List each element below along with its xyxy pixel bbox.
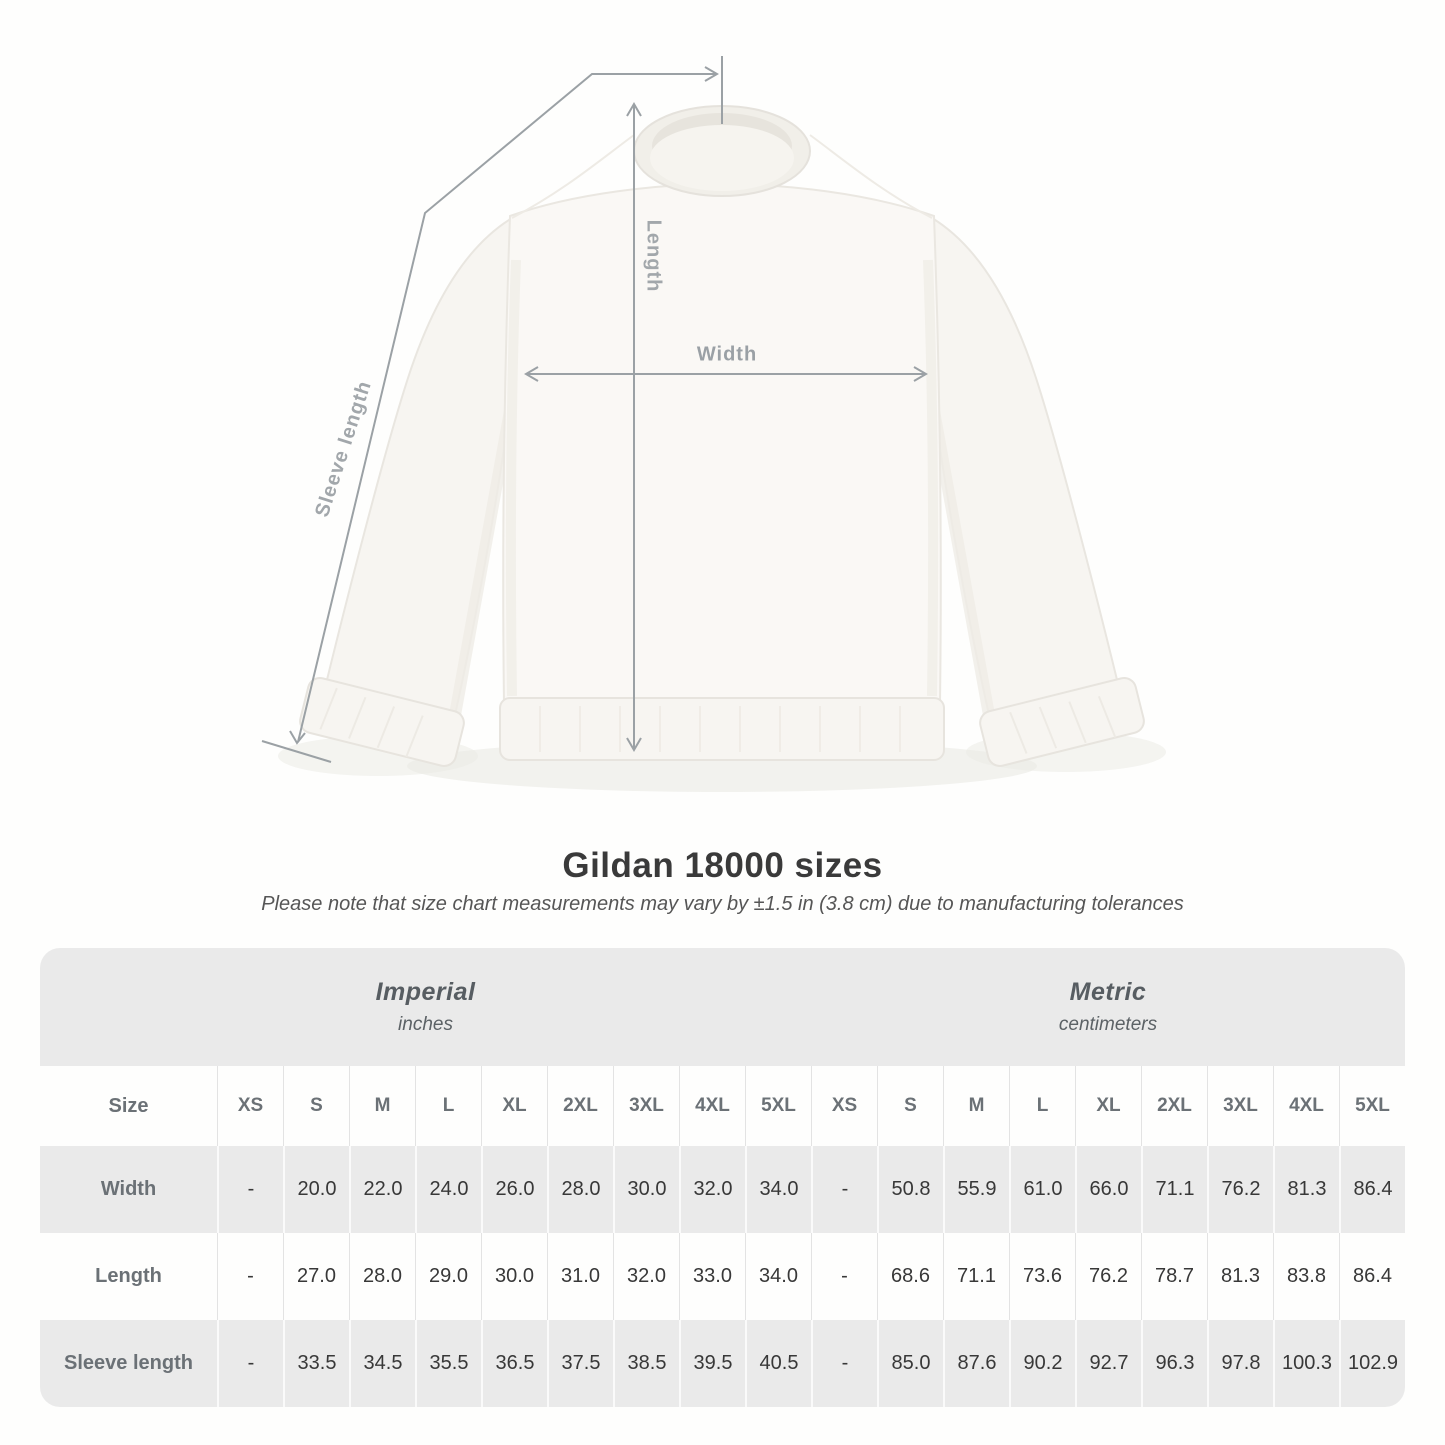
value-cell: 28.0 — [349, 1233, 415, 1320]
value-cell: - — [217, 1146, 283, 1233]
sleeve-line-arrow-end — [290, 731, 305, 743]
value-cell: 34.0 — [745, 1146, 811, 1233]
page-title: Gildan 18000 sizes — [562, 846, 883, 885]
size-col-header: L — [415, 1066, 481, 1146]
value-cell: 71.1 — [1141, 1146, 1207, 1233]
value-cell: 55.9 — [943, 1146, 1009, 1233]
value-cell: 86.4 — [1339, 1146, 1405, 1233]
value-cell: 34.5 — [349, 1320, 415, 1407]
value-cell: 24.0 — [415, 1146, 481, 1233]
right-body-shading — [928, 260, 933, 696]
size-col-header: 4XL — [679, 1066, 745, 1146]
body-panel — [503, 184, 941, 704]
size-col-header: 5XL — [745, 1066, 811, 1146]
size-col-header: XL — [481, 1066, 547, 1146]
size-col-header: S — [877, 1066, 943, 1146]
imperial-title: Imperial — [375, 978, 476, 1006]
size-col-header: L — [1009, 1066, 1075, 1146]
value-cell: 20.0 — [283, 1146, 349, 1233]
value-cell: 32.0 — [679, 1146, 745, 1233]
left-sleeve — [324, 218, 521, 728]
width-dimension-label: Width — [696, 343, 758, 366]
value-cell: 81.3 — [1273, 1146, 1339, 1233]
value-cell: 76.2 — [1207, 1146, 1273, 1233]
width-row — [40, 1146, 1405, 1233]
size-col-header: 2XL — [1141, 1066, 1207, 1146]
value-cell: 50.8 — [877, 1146, 943, 1233]
value-cell: 96.3 — [1141, 1320, 1207, 1407]
size-col-header: 2XL — [547, 1066, 613, 1146]
value-cell: 28.0 — [547, 1146, 613, 1233]
row-label: Width — [100, 1178, 157, 1200]
value-cell: 32.0 — [613, 1233, 679, 1320]
size-table — [40, 948, 1405, 1407]
value-cell: - — [217, 1233, 283, 1320]
value-cell: 22.0 — [349, 1146, 415, 1233]
value-cell: 66.0 — [1075, 1146, 1141, 1233]
value-cell: 76.2 — [1075, 1233, 1141, 1320]
value-cell: 40.5 — [745, 1320, 811, 1407]
metric-title: Metric — [1069, 978, 1147, 1006]
value-cell: - — [811, 1146, 877, 1233]
sleeve-length-dimension-label: Sleeve length — [311, 377, 376, 520]
value-cell: 86.4 — [1339, 1233, 1405, 1320]
length-row — [40, 1233, 1405, 1320]
row-label: Sleeve length — [64, 1352, 193, 1374]
value-cell: 102.9 — [1339, 1320, 1405, 1407]
value-cell: 34.0 — [745, 1233, 811, 1320]
sleeve-length-row — [40, 1320, 1405, 1407]
metric-unit: centimeters — [1058, 1014, 1158, 1035]
value-cell: 31.0 — [547, 1233, 613, 1320]
size-col-header: 3XL — [1207, 1066, 1273, 1146]
value-cell: 85.0 — [877, 1320, 943, 1407]
value-cell: 61.0 — [1009, 1146, 1075, 1233]
value-cell: 83.8 — [1273, 1233, 1339, 1320]
waistband — [500, 698, 944, 760]
value-cell: 73.6 — [1009, 1233, 1075, 1320]
left-body-shading — [511, 260, 516, 696]
value-cell: 68.6 — [877, 1233, 943, 1320]
value-cell: 33.0 — [679, 1233, 745, 1320]
value-cell: 26.0 — [481, 1146, 547, 1233]
size-col-header: XS — [217, 1066, 283, 1146]
size-col-header: 4XL — [1273, 1066, 1339, 1146]
size-col-header: 3XL — [613, 1066, 679, 1146]
value-cell: - — [811, 1233, 877, 1320]
value-cell: - — [217, 1320, 283, 1407]
tolerance-note: Please note that size chart measurements may vary by ±1.5 in (3.8 cm) due to manufacturing tolerances — [261, 893, 1184, 915]
value-cell: 71.1 — [943, 1233, 1009, 1320]
value-cell: 30.0 — [481, 1233, 547, 1320]
value-cell: 30.0 — [613, 1146, 679, 1233]
size-col-header: XS — [811, 1066, 877, 1146]
size-header-row — [40, 1066, 1405, 1146]
value-cell: 37.5 — [547, 1320, 613, 1407]
row-label: Length — [95, 1265, 162, 1287]
size-col-header: M — [943, 1066, 1009, 1146]
right-sleeve — [923, 218, 1120, 728]
value-cell: 78.7 — [1141, 1233, 1207, 1320]
length-dimension-label: Length — [642, 219, 665, 293]
value-cell: 27.0 — [283, 1233, 349, 1320]
size-col-header: M — [349, 1066, 415, 1146]
size-col-header: S — [283, 1066, 349, 1146]
value-cell: 92.7 — [1075, 1320, 1141, 1407]
size-col-header: XL — [1075, 1066, 1141, 1146]
value-cell: 35.5 — [415, 1320, 481, 1407]
size-col-header: 5XL — [1339, 1066, 1405, 1146]
value-cell: 38.5 — [613, 1320, 679, 1407]
value-cell: 29.0 — [415, 1233, 481, 1320]
value-cell: 97.8 — [1207, 1320, 1273, 1407]
value-cell: 100.3 — [1273, 1320, 1339, 1407]
value-cell: 81.3 — [1207, 1233, 1273, 1320]
value-cell: 39.5 — [679, 1320, 745, 1407]
value-cell: 36.5 — [481, 1320, 547, 1407]
value-cell: 33.5 — [283, 1320, 349, 1407]
imperial-section-header — [40, 948, 811, 1066]
unit-header-band — [40, 948, 1405, 1066]
metric-section-header — [811, 948, 1405, 1066]
value-cell: 87.6 — [943, 1320, 1009, 1407]
corner-label: Size — [108, 1094, 149, 1117]
imperial-unit: inches — [398, 1014, 453, 1035]
value-cell: 90.2 — [1009, 1320, 1075, 1407]
value-cell: - — [811, 1320, 877, 1407]
